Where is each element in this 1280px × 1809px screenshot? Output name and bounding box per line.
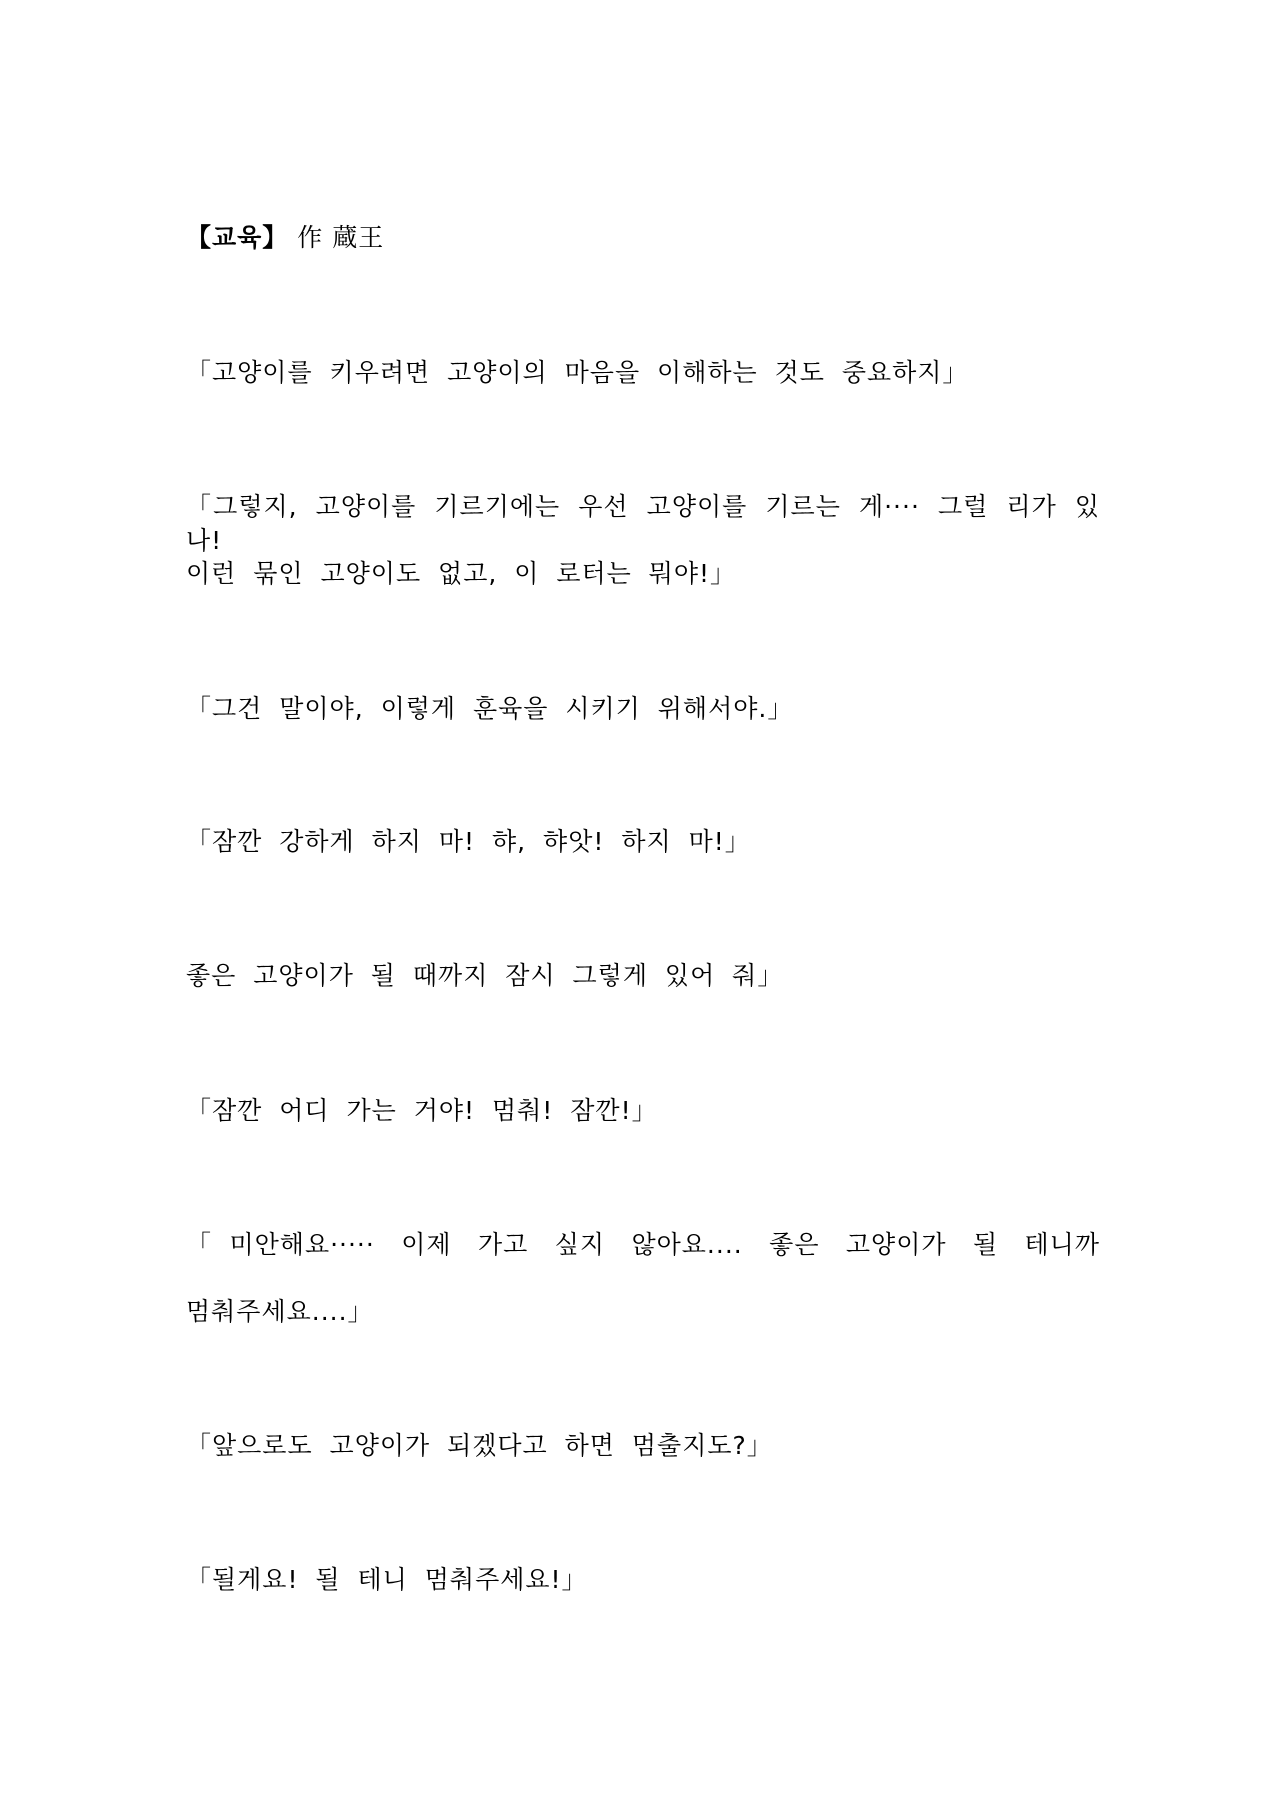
- paragraph-line-1: 「고양이를 키우려면 고양이의 마음을 이해하는 것도 중요하지」: [186, 358, 969, 387]
- document-title: [186, 221, 384, 255]
- paragraph-line-11: 「될게요! 될 테니 멈춰주세요!」: [186, 1565, 588, 1594]
- paragraph-line-9: 멈춰주세요....」: [186, 1297, 374, 1326]
- paragraph-line-8: 「미안해요····· 이제 가고 싶지 않아요.... 좋은 고양이가 될 테니까: [186, 1230, 1100, 1259]
- paragraph-line-4: 「그건 말이야, 이렇게 훈육을 시키기 위해서야.」: [186, 694, 794, 723]
- paragraph-line-7: 「잠깐 어디 가는 거야! 멈춰! 잠깐!」: [186, 1096, 658, 1125]
- paragraph-line-10: 「앞으로도 고양이가 되겠다고 하면 멈출지도?」: [186, 1431, 773, 1460]
- paragraph-line-2: 「그렇지, 고양이를 기르기에는 우선 고양이를 기르는 게···· 그럴 리가 있나!: [186, 492, 1100, 555]
- title-heading: 【교육】: [186, 223, 289, 252]
- paragraph-line-6: 좋은 고양이가 될 때까지 잠시 그렇게 있어 줘」: [186, 961, 784, 990]
- paragraph-line-3: 이런 묶인 고양이도 없고, 이 로터는 뭐야!」: [186, 559, 737, 588]
- title-byline: 作 蔵王: [297, 223, 385, 252]
- paragraph-line-5: 「잠깐 강하게 하지 마! 햐, 햐앗! 하지 마!」: [186, 827, 751, 856]
